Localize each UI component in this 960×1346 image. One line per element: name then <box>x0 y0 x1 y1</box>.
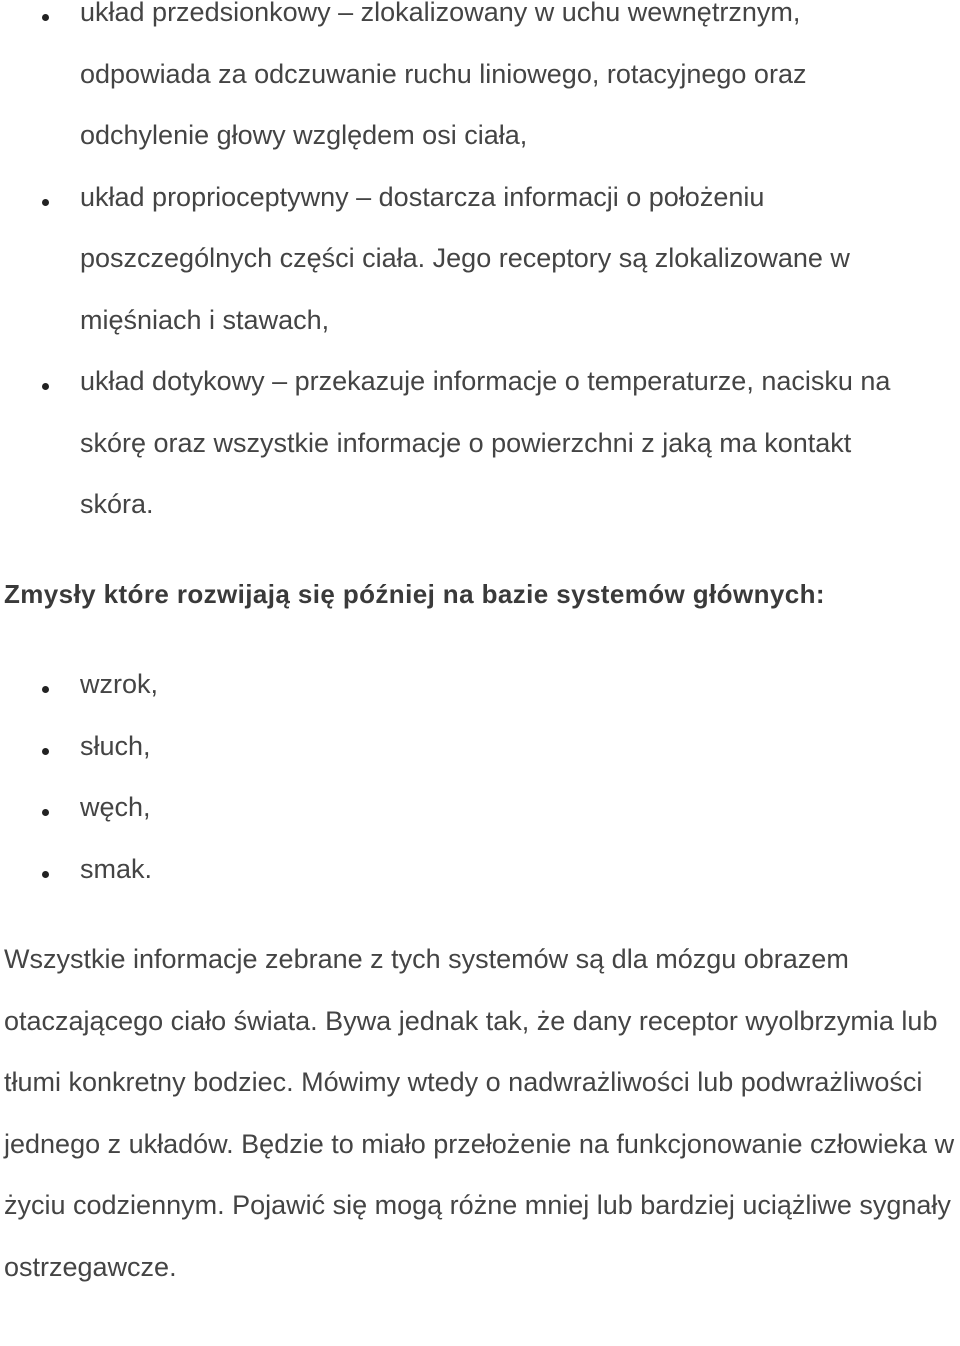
list-item <box>0 351 910 536</box>
senses-list <box>0 654 960 900</box>
list-item-text: smak. <box>80 853 153 884</box>
bullet-icon <box>42 809 49 816</box>
list-item-text: wzrok, <box>80 669 159 699</box>
list-item-text: słuch, <box>80 730 151 761</box>
list-item <box>0 839 960 901</box>
sensory-systems-list <box>0 0 960 536</box>
list-item <box>0 167 910 352</box>
list-item <box>0 0 910 167</box>
bullet-icon <box>42 199 49 206</box>
list-item-text: węch, <box>80 792 151 822</box>
bullet-icon <box>42 748 49 755</box>
list-item-text: układ dotykowy – przekazuje informacje o temperaturze, nacisku na skórę oraz wszystkie informacje o powierzchni z jaką ma kontakt skóra. <box>80 366 891 519</box>
list-item-text: układ przedsionkowy – zlokalizowany w uchu wewnętrznym, odpowiada za odczuwanie ruchu liniowego, rotacyjnego oraz odchylenie głowy względem osi ciała, <box>80 0 807 150</box>
bullet-icon <box>42 14 49 21</box>
list-item-text: układ proprioceptywny – dostarcza informacji o położeniu poszczególnych części ciała. Jego receptory są zlokalizowane w mięśniach i stawach, <box>80 181 850 335</box>
section-heading: Zmysły które rozwijają się później na bazie systemów głównych: <box>4 579 825 609</box>
bullet-icon <box>42 686 49 693</box>
list-item <box>0 654 960 716</box>
body-paragraph: Wszystkie informacje zebrane z tych systemów są dla mózgu obrazem otaczającego ciało świata. Bywa jednak tak, że dany receptor wyolbrzymia lub tłumi konkretny bodziec. Mówimy wtedy o nadwrażliwości lub podwrażliwości jednego z układów. Będzie to miało przełożenie na funkcjonowanie człowieka w życiu codziennym. Pojawić się mogą różne mniej lub bardziej uciążliwe sygnały ostrzegawcze. <box>4 944 955 1282</box>
list-item <box>0 716 960 778</box>
bullet-icon <box>42 383 49 390</box>
list-item <box>0 777 960 839</box>
bullet-icon <box>42 871 49 878</box>
